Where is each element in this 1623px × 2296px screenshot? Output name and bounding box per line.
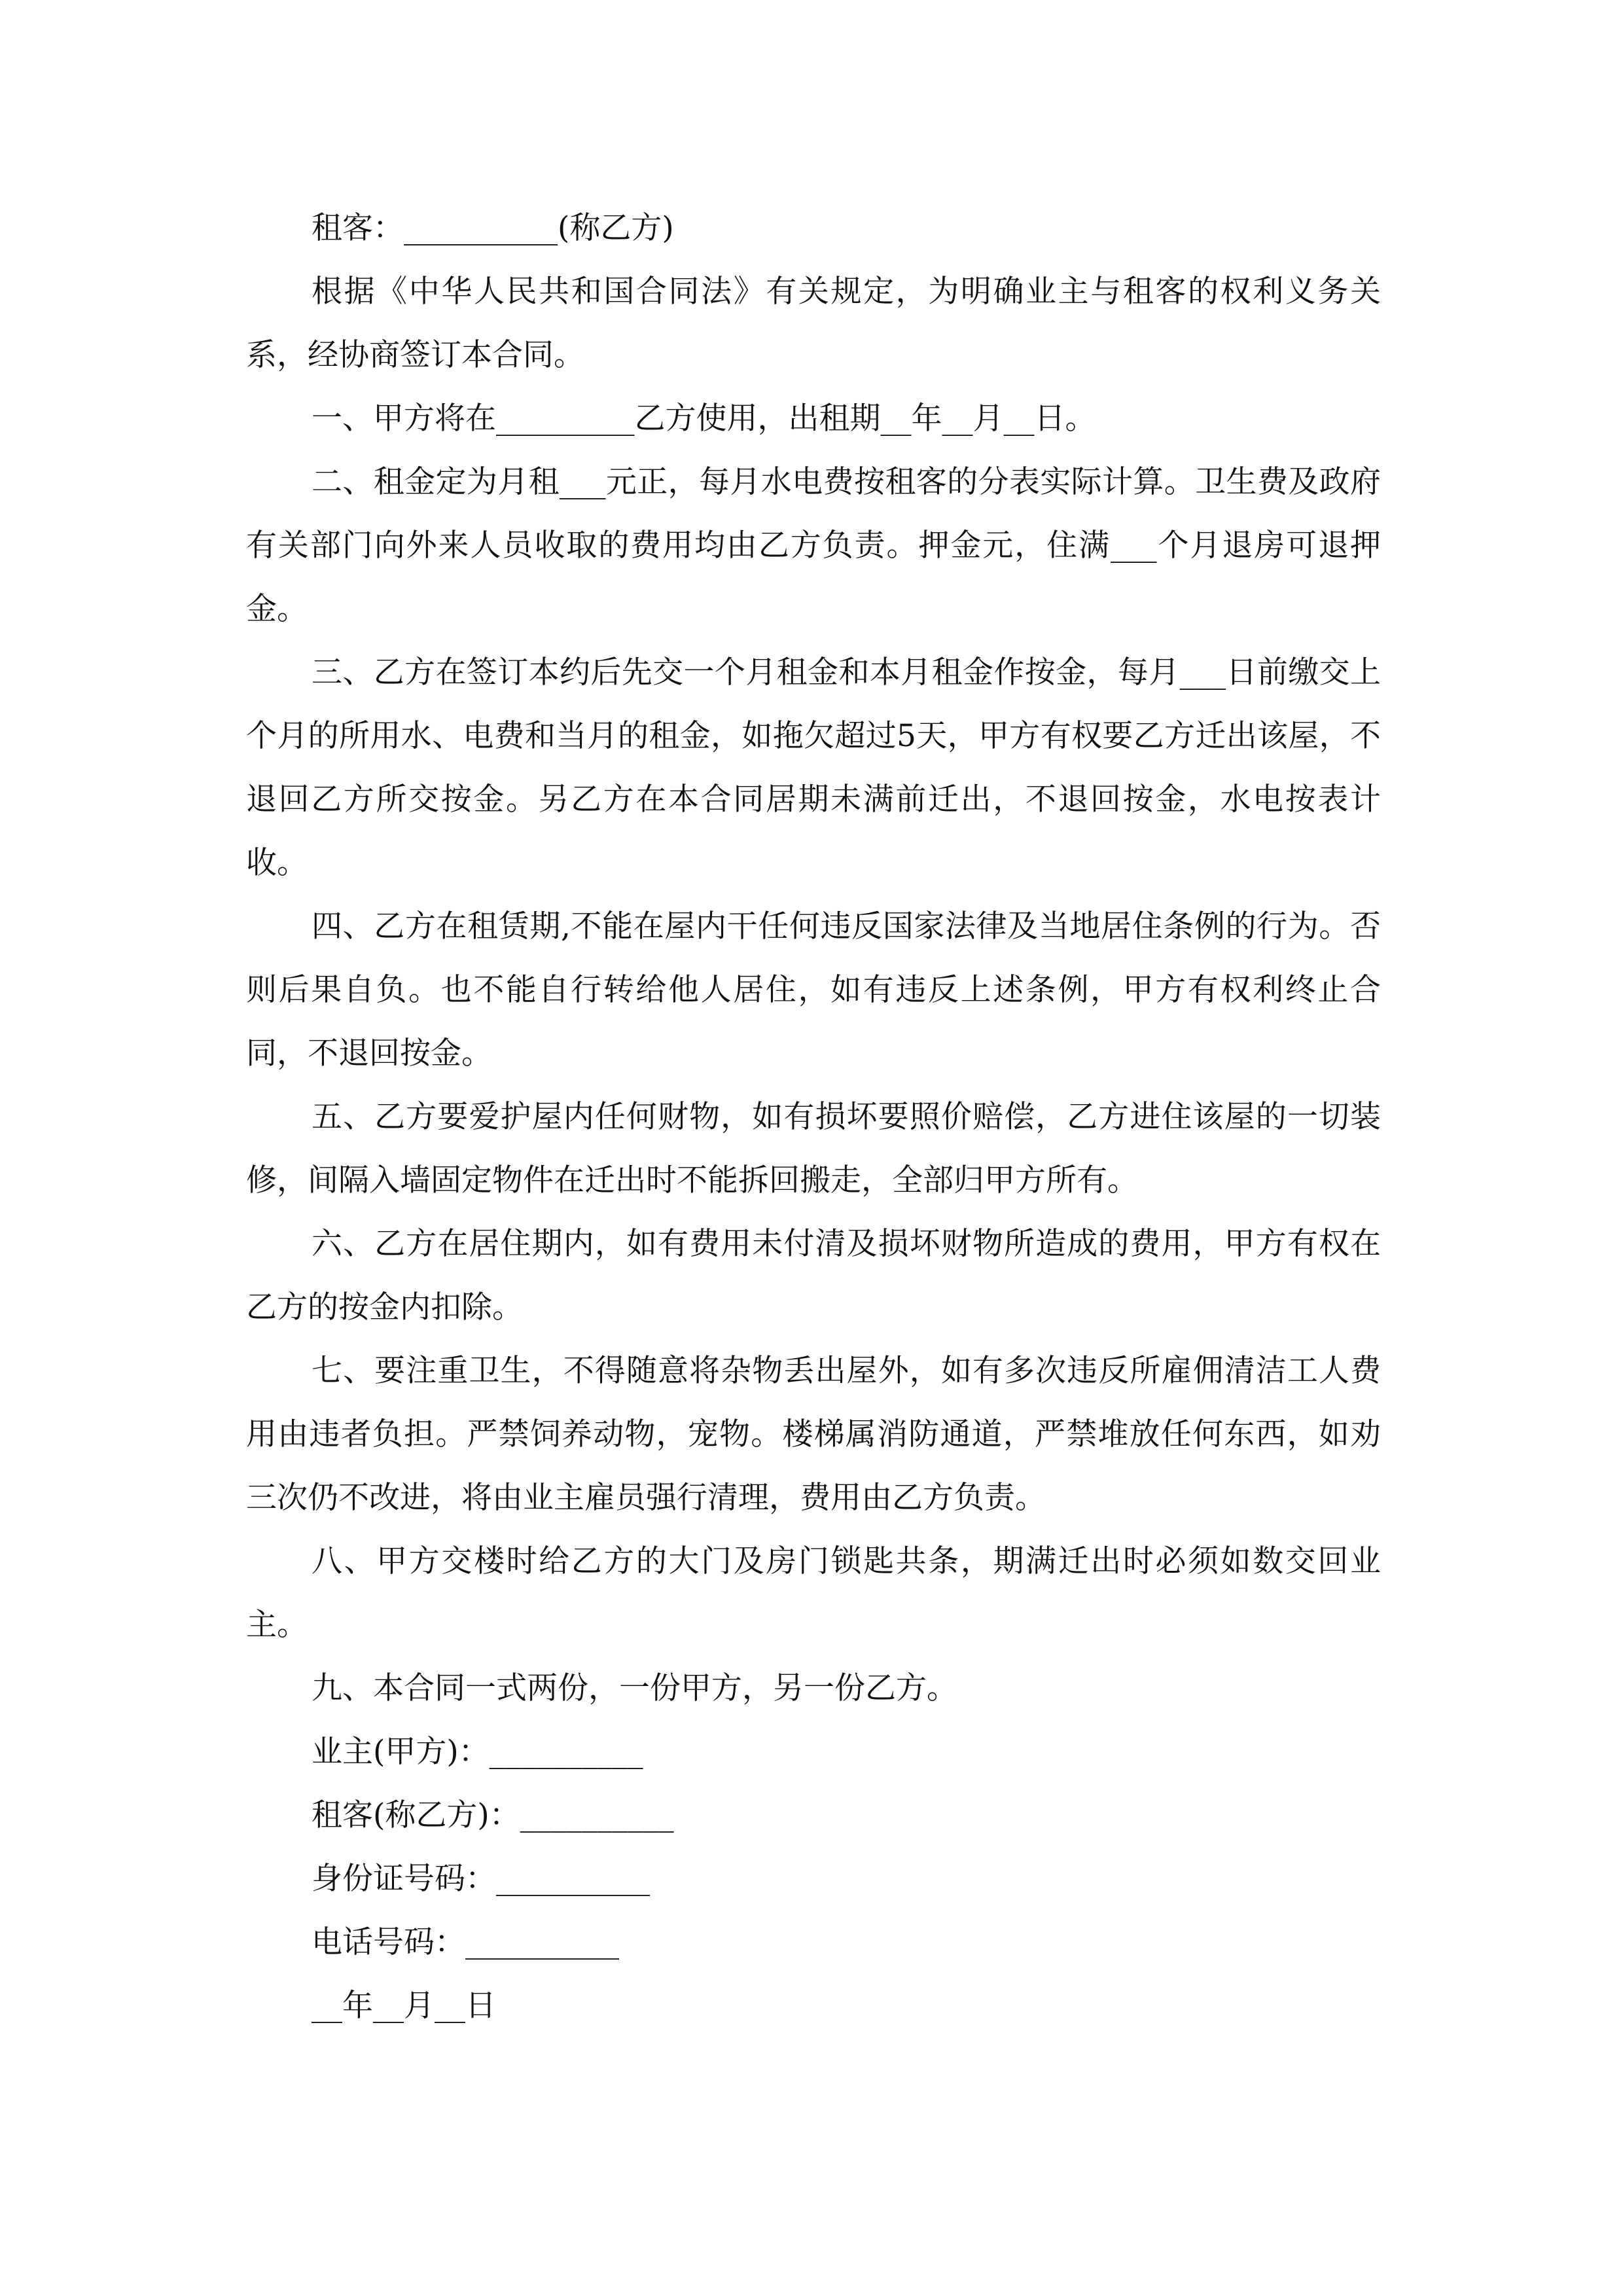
preamble-paragraph: 根据《中华人民共和国合同法》有关规定，为明确业主与租客的权利义务关系，经协商签订本合同。 bbox=[246, 274, 1381, 373]
clause-4: 四、乙方在租赁期,不能在屋内干任何违反国家法律及当地居住条例的行为。否则后果自负。也不能自行转给他人居住，如有违反上述条例，甲方有权利终止合同，不退回按金。 bbox=[246, 908, 1381, 1071]
landlord-signature-line: 业主(甲方)：__________ bbox=[312, 1734, 643, 1770]
clause-9: 九、本合同一式两份，一份甲方，另一份乙方。 bbox=[312, 1670, 957, 1706]
date-line: __年__月__日 bbox=[312, 1988, 496, 2024]
tenant-line: 租客：__________(称乙方) bbox=[312, 210, 674, 246]
clause-2: 二、租金定为月租___元正，每月水电费按租客的分表实际计算。卫生费及政府有关部门向外来人员收取的费用均由乙方负责。押金元，住满___个月退房可退押金。 bbox=[246, 464, 1381, 627]
clause-6: 六、乙方在居住期内，如有费用未付清及损坏财物所造成的费用，甲方有权在乙方的按金内扣除。 bbox=[246, 1226, 1381, 1325]
clause-8: 八、甲方交楼时给乙方的大门及房门锁匙共条，期满迁出时必须如数交回业主。 bbox=[246, 1543, 1381, 1643]
clause-5: 五、乙方要爱护屋内任何财物，如有损坏要照价赔偿，乙方进住该屋的一切装修，间隔入墙固定物件在迁出时不能拆回搬走，全部归甲方所有。 bbox=[246, 1099, 1381, 1198]
clause-3: 三、乙方在签订本约后先交一个月租金和本月租金作按金，每月___日前缴交上个月的所用水、电费和当月的租金，如拖欠超过5天，甲方有权要乙方迁出该屋，不退回乙方所交按金。另乙方在本合同居期未满前迁出，不退回按金，水电按表计收。 bbox=[246, 655, 1381, 881]
clause-7: 七、要注重卫生，不得随意将杂物丢出屋外，如有多次违反所雇佣清洁工人费用由违者负担。严禁饲养动物，宠物。楼梯属消防通道，严禁堆放任何东西，如劝三次仍不改进，将由业主雇员强行清理，费用由乙方负责。 bbox=[246, 1353, 1381, 1516]
clause-1: 一、甲方将在_________乙方使用，出租期__年__月__日。 bbox=[312, 401, 1096, 437]
tenant-signature-line: 租客(称乙方)：__________ bbox=[312, 1797, 674, 1833]
id-number-line: 身份证号码：__________ bbox=[312, 1861, 650, 1897]
phone-number-line: 电话号码：__________ bbox=[312, 1924, 619, 1960]
contract-body bbox=[246, 196, 1381, 2037]
